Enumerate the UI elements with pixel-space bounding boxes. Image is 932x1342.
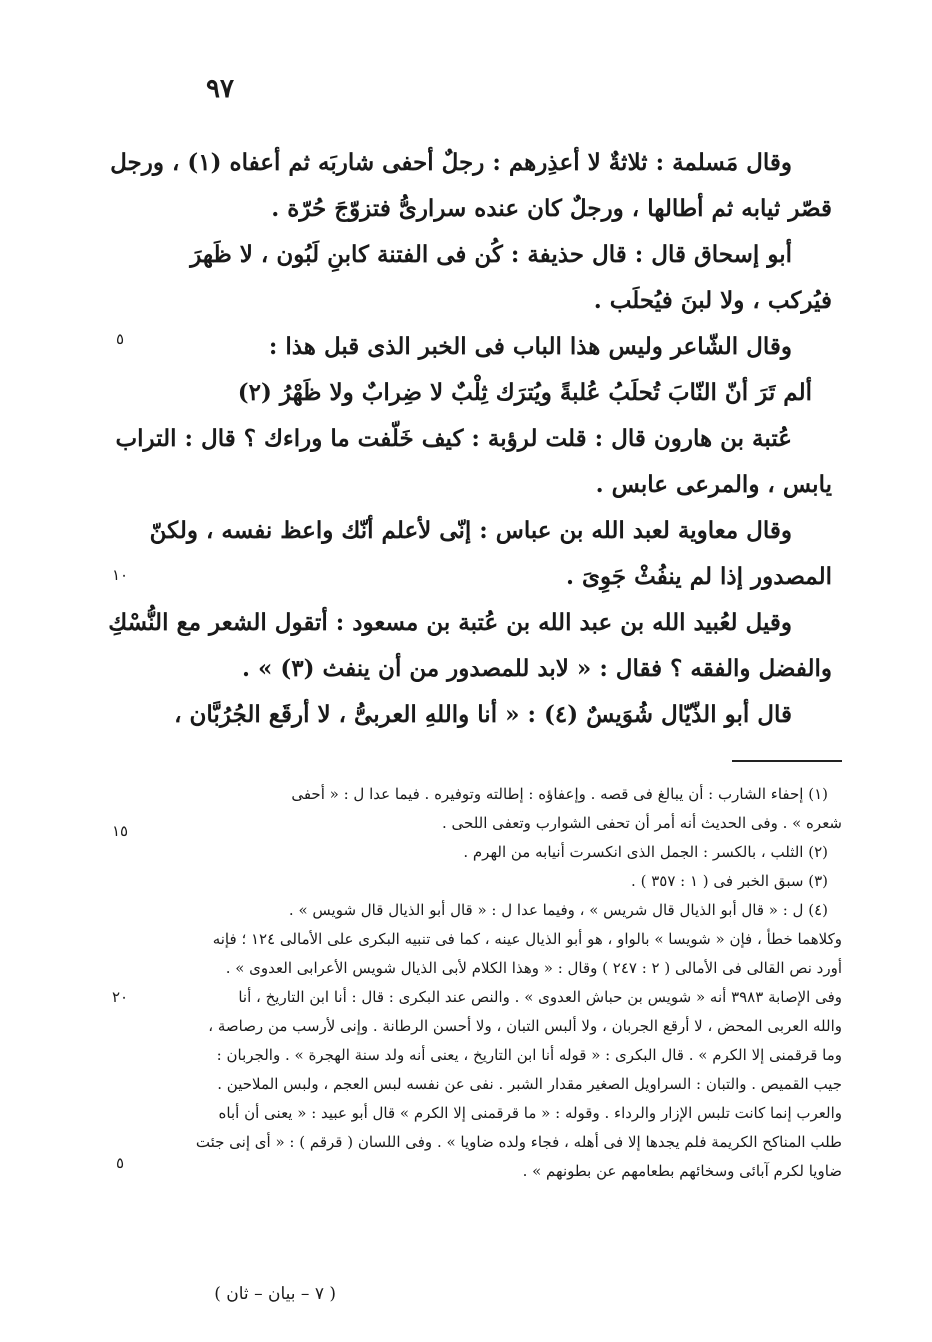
- footnote-line: أورد نص القالى فى الأمالى ( ٢ : ٢٤٧ ) وقال : « وهذا الكلام لأبى الذيال شويس الأعرابى العدوى » .: [225, 959, 842, 977]
- footnote-separator: [732, 760, 842, 762]
- line-marker: ٢٠: [111, 988, 129, 1006]
- text-line: وقال معاوية لعبد الله بن عباس : إنّى لأعلم أنّك واعظ نفسه ، ولكنّ: [149, 517, 792, 544]
- text-line: وقال مَسلمة : ثلاثةٌ لا أعذِرهم : رجلٌ أحفى شاربَه ثم أعفاه (١) ، ورجل: [110, 149, 792, 176]
- footnotes: [170, 780, 842, 1186]
- footnote-line: (٤) ل : « قال أبو الذيال قال شريس » ، وفيما عدا ل : « قال أبو الذيال قال شويس » .: [288, 901, 828, 919]
- footnote-line: وكلاهما خطأ ، فإن « شويسا » بالواو ، هو أبو الذيال عينه ، كما فى تنبيه البكرى على الأمالى ١٢٤ ؛ فإنه: [212, 930, 842, 948]
- footnote-line: (١) إحفاء الشارب : أن يبالغ فى قصه . وإعفاؤه : إطالته وتوفيره . فيما عدا ل : « أحفى: [291, 785, 828, 803]
- text-line: قصّر ثيابه ثم أطالها ، ورجلٌ كان عنده سرارىُّ فتزوّجَ حُرّة .: [271, 195, 832, 222]
- line-marker: ١٠: [111, 566, 129, 584]
- footnote-line: ضاويا لكرم آبائى وسخائهم بطعامهم عن بطونهم » .: [522, 1162, 842, 1180]
- footnote-line: (٢) الثلب ، بالكسر : الجمل الذى انكسرت أنيابه من الهرم .: [463, 843, 828, 861]
- footnote-line: والله العربى المحض ، لا أرقع الجربان ، ولا ألبس التبان ، ولا أحسن الرطانة . وإنى لأرسب من رصاصة ،: [208, 1017, 842, 1035]
- signature-mark: ( ٧ – بيان – ثان ): [214, 1284, 336, 1304]
- text-line: فيُركب ، ولا لبنَ فيُحلَب .: [593, 287, 832, 314]
- footnote-line: وفى الإصابة ٣٩٨٣ أنه « شويس بن حباش العدوى » . والنص عند البكرى : قال : أنا ابن التاريخ ، أنا: [238, 988, 842, 1006]
- line-marker: ٥: [115, 330, 125, 348]
- line-marker: ٥: [115, 1154, 125, 1172]
- text-line: عُتبة بن هارون قال : قلت لرؤبة : كيف خَلّفت ما وراءك ؟ قال : التراب: [115, 425, 792, 452]
- text-line: يابس ، والمرعى عابس .: [595, 471, 832, 498]
- footnote-line: شعره » . وفى الحديث أنه أمر أن تحفى الشوارب وتعفى اللحى .: [441, 814, 842, 832]
- footnote-line: (٣) سبق الخبر فى ( ١ : ٣٥٧ ) .: [631, 872, 828, 890]
- footnote-line: وما قرقمنى إلا الكرم » . قال البكرى : « قوله أنا ابن التاريخ ، يعنى أنه ولد سنة الهجرة » . والجربان :: [216, 1046, 842, 1064]
- line-marker: ١٥: [111, 822, 129, 840]
- page-number: ٩٧: [206, 74, 234, 104]
- text-line: وقيل لعُبيد الله بن عبد الله بن عُتبة بن مسعود : أتقول الشعر مع النُّسْكِ: [108, 609, 792, 636]
- text-line: وقال الشّاعر وليس هذا الباب فى الخبر الذى قبل هذا :: [268, 333, 792, 360]
- footnote-line: والعرب إنما كانت تلبس الإزار والرداء . وقوله : « ما قرقمنى إلا الكرم » قال أبو عبيد : « يعنى أن أباه: [218, 1104, 842, 1122]
- verse-line: ألم تَرَ أنّ النّابَ تُحلَبُ عُلبةً ويُترَك ثِلْبٌ لا ضِرابٌ ولا ظَهْرُ (٢): [237, 379, 812, 406]
- footnote-line: جيب القميص . والتبان : السراويل الصغير مقدار الشبر . نفى عن نفسه لبس العجم ، ولبس الملاحين .: [217, 1075, 842, 1093]
- text-line: المصدور إذا لم ينفُثْ جَوِىَ .: [566, 563, 832, 590]
- footnote-line: طلب المناكح الكريمة فلم يجدها إلا فى أهله ، فجاء ولده ضاويا » . وفى اللسان ( قرقم ) : « أى إنى جئت: [195, 1133, 842, 1151]
- text-line: قال أبو الذّيّال شُوَيسٌ (٤) : « أنا واللهِ العربىُّ ، لا أرقَع الجُرُبَّان ،: [174, 701, 792, 728]
- text-line: والفضل والفقه ؟ فقال : « لابد للمصدور من أن ينفث (٣) » .: [241, 655, 832, 682]
- text-line: أبو إسحاق قال : قال حذيفة : كُن فى الفتنة كابنِ لَبُون ، لا ظَهرَ: [190, 241, 792, 268]
